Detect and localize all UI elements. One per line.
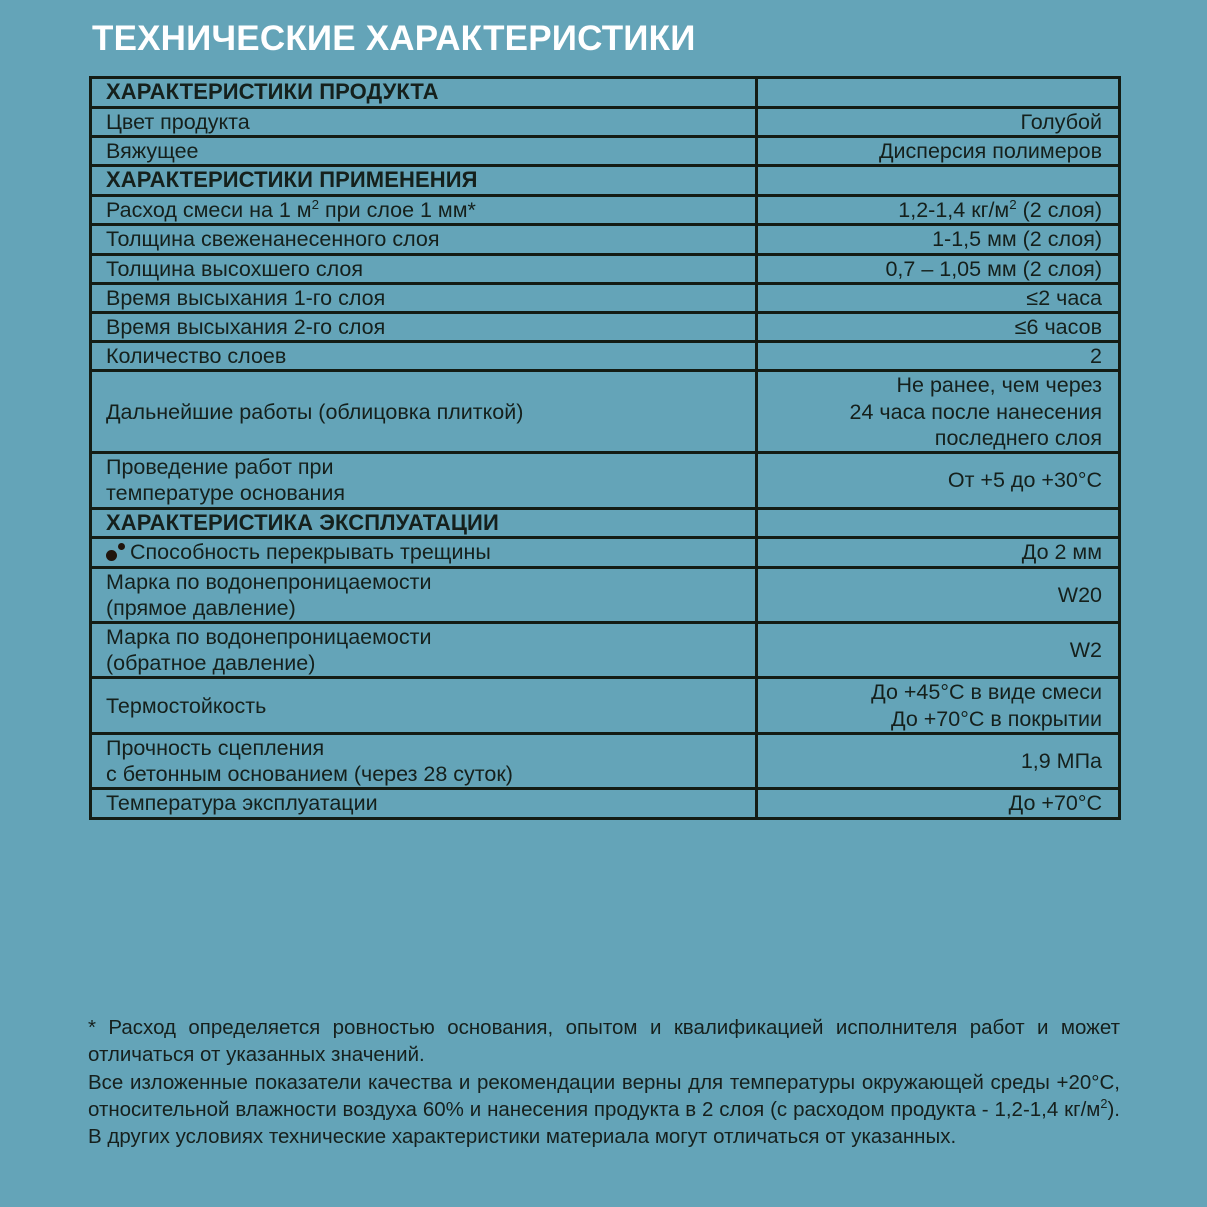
footnote-paragraph-1: * Расход определяется ровностью основания, опытом и квалификацией исполнителя работ и может отличаться от указанных значений.: [88, 1016, 1120, 1067]
param-fresh-layer-thickness: Толщина свеженанесенного слоя: [91, 225, 757, 254]
section-header-product-value: [757, 78, 1120, 108]
param-heat-resistance: Термостойкость: [91, 678, 757, 733]
table-row: [91, 196, 1120, 225]
table-row: [91, 453, 1120, 508]
table-row-section: [91, 166, 1120, 196]
table-row-section: [91, 508, 1120, 538]
value-waterproof-direct: W20: [757, 567, 1120, 622]
param-dry-layer-thickness: Толщина высохшего слоя: [91, 254, 757, 283]
table-row: [91, 733, 1120, 788]
param-consumption-post: при слое 1 мм*: [319, 198, 476, 223]
value-operating-temperature: До +70°C: [757, 789, 1120, 818]
value-consumption: [757, 196, 1120, 225]
value-binder: Дисперсия полимеров: [757, 137, 1120, 166]
param-operating-temperature: Температура эксплуатации: [91, 789, 757, 818]
table-row: [91, 371, 1120, 453]
param-substrate-temperature: [91, 453, 757, 508]
value-adhesion-strength: 1,9 МПа: [757, 733, 1120, 788]
param-drying-time-layer2: Время высыхания 2-го слоя: [91, 312, 757, 341]
value-waterproof-reverse: W2: [757, 622, 1120, 677]
param-adhesion-strength: [91, 733, 757, 788]
value-consumption-sup: 2: [1009, 196, 1017, 212]
param-waterproof-reverse-line-2: (обратное давление): [106, 651, 316, 676]
value-further-works-line-1: Не ранее, чем через: [896, 373, 1102, 398]
param-waterproof-direct-line-2: (прямое давление): [106, 595, 296, 620]
value-crack-bridging: До 2 мм: [757, 538, 1120, 567]
param-consumption-pre: Расход смеси на 1 м: [106, 198, 312, 223]
section-header-application: ХАРАКТЕРИСТИКИ ПРИМЕНЕНИЯ: [91, 166, 757, 196]
param-crack-bridging-label: Способность перекрывать трещины: [130, 540, 491, 565]
value-heat-resistance-line-1: До +45°C в виде смеси: [871, 680, 1102, 705]
table-row-section: [91, 78, 1120, 108]
table-row: [91, 283, 1120, 312]
value-further-works: [757, 371, 1120, 453]
table-row: [91, 107, 1120, 136]
value-consumption-pre: 1,2-1,4 кг/м: [898, 198, 1010, 223]
section-header-product: ХАРАКТЕРИСТИКИ ПРОДУКТА: [91, 78, 757, 108]
value-consumption-post: (2 слоя): [1016, 198, 1102, 223]
param-waterproof-reverse-line-1: Марка по водонепроницаемости: [106, 624, 432, 649]
footnote-paragraph-2-pre: Все изложенные показатели качества и рекомендации верны для температуры окружающей среды +20°C, относительной влажности воздуха 60% и нанесения продукта в 2 слоя (с расходом продукта - 1,2-1,4 кг/м: [88, 1070, 1120, 1121]
param-binder: Вяжущее: [91, 137, 757, 166]
param-crack-bridging: [91, 538, 757, 567]
table-row: [91, 312, 1120, 341]
value-further-works-line-2: 24 часа после нанесения: [849, 399, 1102, 424]
param-consumption: [91, 196, 757, 225]
value-fresh-layer-thickness: 1-1,5 мм (2 слоя): [757, 225, 1120, 254]
footnote-paragraph-2-sup: 2: [1100, 1095, 1108, 1111]
section-header-operation-value: [757, 508, 1120, 538]
param-layer-count: Количество слоев: [91, 342, 757, 371]
param-adhesion-strength-line-2: с бетонным основанием (через 28 суток): [106, 762, 513, 787]
two-dot-marker-icon: [106, 542, 128, 562]
value-heat-resistance: [757, 678, 1120, 733]
value-layer-count: 2: [757, 342, 1120, 371]
value-heat-resistance-line-2: До +70°C в покрытии: [891, 706, 1102, 731]
table-row: [91, 567, 1120, 622]
value-product-color: Голубой: [757, 107, 1120, 136]
footnote-block: [88, 1014, 1120, 1150]
param-product-color: Цвет продукта: [91, 107, 757, 136]
page-title: ТЕХНИЧЕСКИЕ ХАРАКТЕРИСТИКИ: [92, 19, 696, 58]
table-row: [91, 254, 1120, 283]
table-row: [91, 342, 1120, 371]
table-row: [91, 538, 1120, 567]
value-drying-time-layer1: ≤2 часа: [757, 283, 1120, 312]
footnote-paragraph-2-post: ). В других условиях технические характеристики материала могут отличаться от указанных.: [88, 1097, 1120, 1148]
param-drying-time-layer1: Время высыхания 1-го слоя: [91, 283, 757, 312]
section-header-application-value: [757, 166, 1120, 196]
param-waterproof-direct-line-1: Марка по водонепроницаемости: [106, 569, 432, 594]
footnote-paragraph-2: [88, 1069, 1120, 1151]
param-substrate-temperature-line-1: Проведение работ при: [106, 455, 334, 480]
param-further-works: Дальнейшие работы (облицовка плиткой): [91, 371, 757, 453]
param-adhesion-strength-line-1: Прочность сцепления: [106, 735, 325, 760]
table-row: [91, 137, 1120, 166]
param-waterproof-direct: [91, 567, 757, 622]
value-further-works-line-3: последнего слоя: [934, 425, 1102, 450]
technical-specifications-table: [89, 76, 1121, 820]
table-row: [91, 622, 1120, 677]
param-substrate-temperature-line-2: температуре основания: [106, 481, 346, 506]
table-row: [91, 789, 1120, 818]
value-dry-layer-thickness: 0,7 – 1,05 мм (2 слоя): [757, 254, 1120, 283]
value-drying-time-layer2: ≤6 часов: [757, 312, 1120, 341]
table-row: [91, 225, 1120, 254]
section-header-operation: ХАРАКТЕРИСТИКА ЭКСПЛУАТАЦИИ: [91, 508, 757, 538]
value-substrate-temperature: От +5 до +30°C: [757, 453, 1120, 508]
param-waterproof-reverse: [91, 622, 757, 677]
param-consumption-sup: 2: [311, 196, 320, 212]
table-row: [91, 678, 1120, 733]
